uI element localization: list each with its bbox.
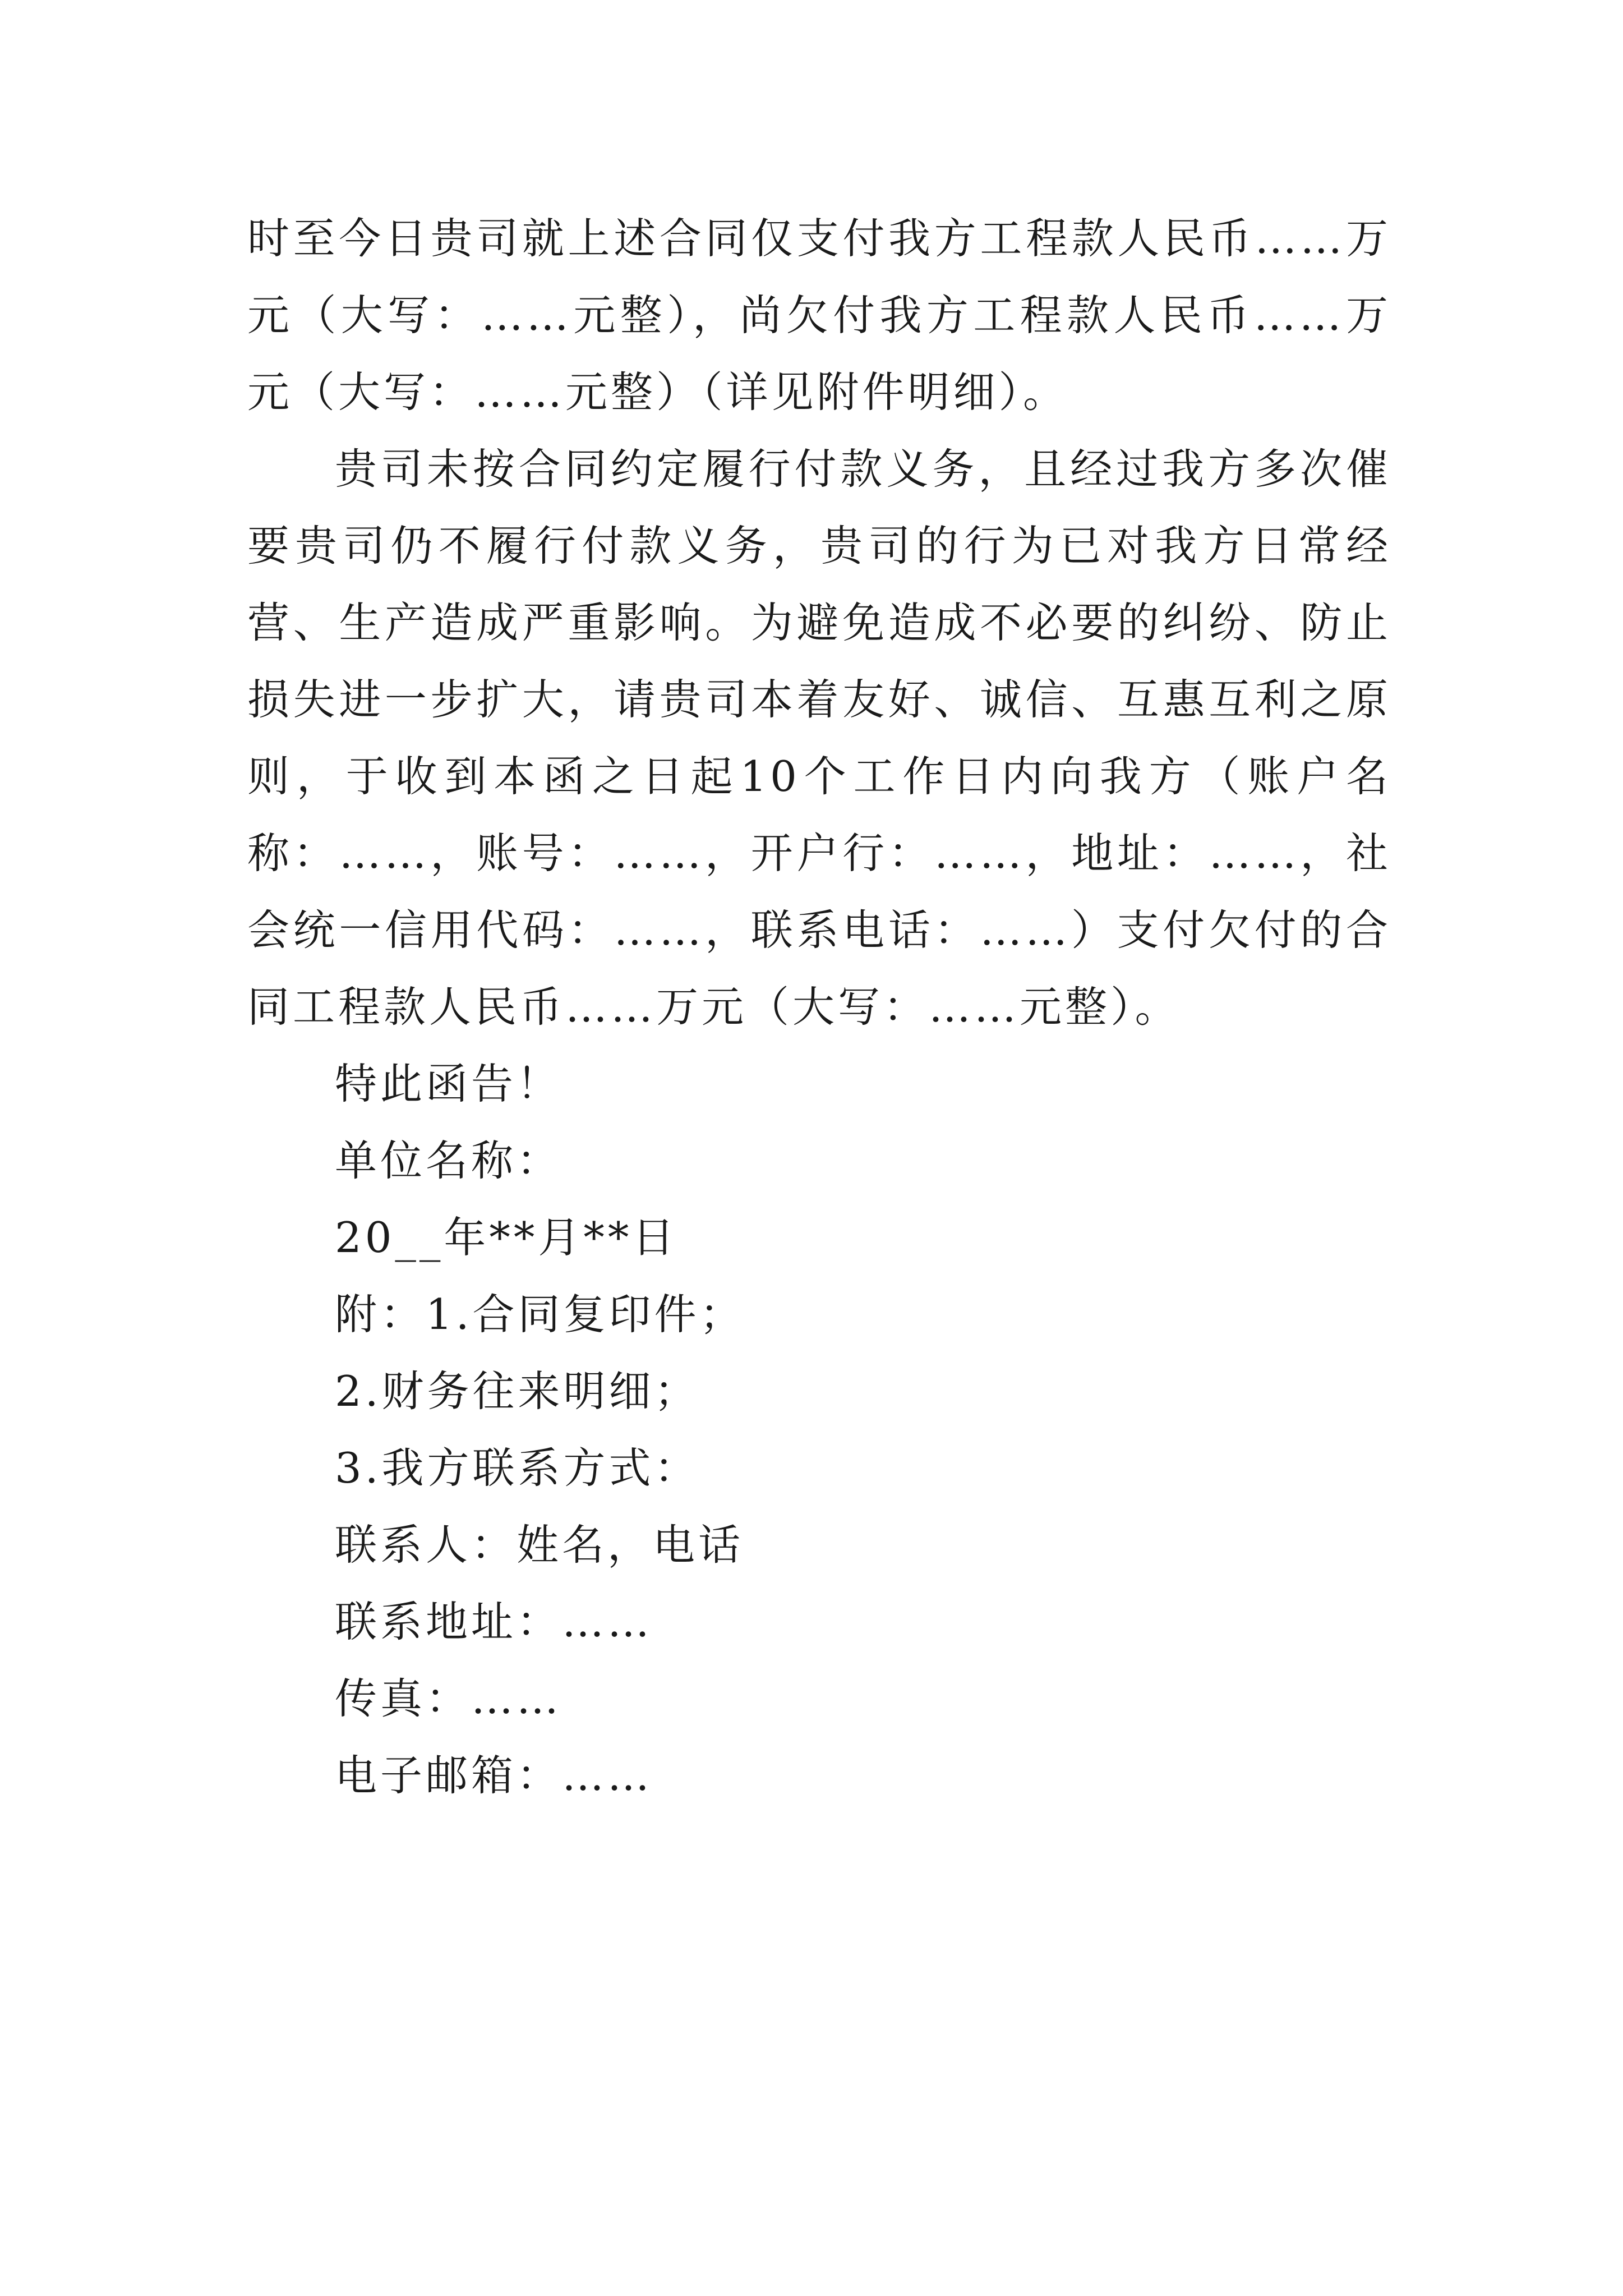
date-line: 20__年**月**日 xyxy=(335,1213,678,1262)
contact-address-line: 联系地址：…… xyxy=(335,1597,653,1646)
unit-name-line: 单位名称： xyxy=(335,1136,562,1185)
contact-person-line: 联系人：姓名，电话 xyxy=(335,1520,744,1570)
fax-line: 传真：…… xyxy=(335,1674,562,1723)
attachment-item-1: 附：1.合同复印件； xyxy=(335,1290,745,1339)
letter-body xyxy=(247,200,1391,1814)
attachment-item-3: 3.我方联系方式： xyxy=(335,1443,700,1493)
attachment-item-2: 2.财务往来明细； xyxy=(335,1366,700,1416)
payment-status-paragraph: 时至今日贵司就上述合同仅支付我方工程款人民币……万元（大写：……元整），尚欠付我方工程款人民币……万元（大写：……元整）（详见附件明细）。 xyxy=(247,214,1391,417)
email-line: 电子邮箱：…… xyxy=(335,1751,653,1800)
closing-line: 特此函告！ xyxy=(335,1059,562,1108)
payment-demand-paragraph: 贵司未按合同约定履行付款义务，且经过我方多次催要贵司仍不履行付款义务，贵司的行为已对我方日常经营、生产造成严重影响。为避免造成不必要的纠纷、防止损失进一步扩大，请贵司本着友好、诚信、互惠互利之原则，于收到本函之日起10个工作日内向我方（账户名称：……，账号：……，开户行：……，地址：……，社会统一信用代码：……，联系电话：……）支付欠付的合同工程款人民币……万元（大写：……元整）。 xyxy=(247,444,1391,1032)
